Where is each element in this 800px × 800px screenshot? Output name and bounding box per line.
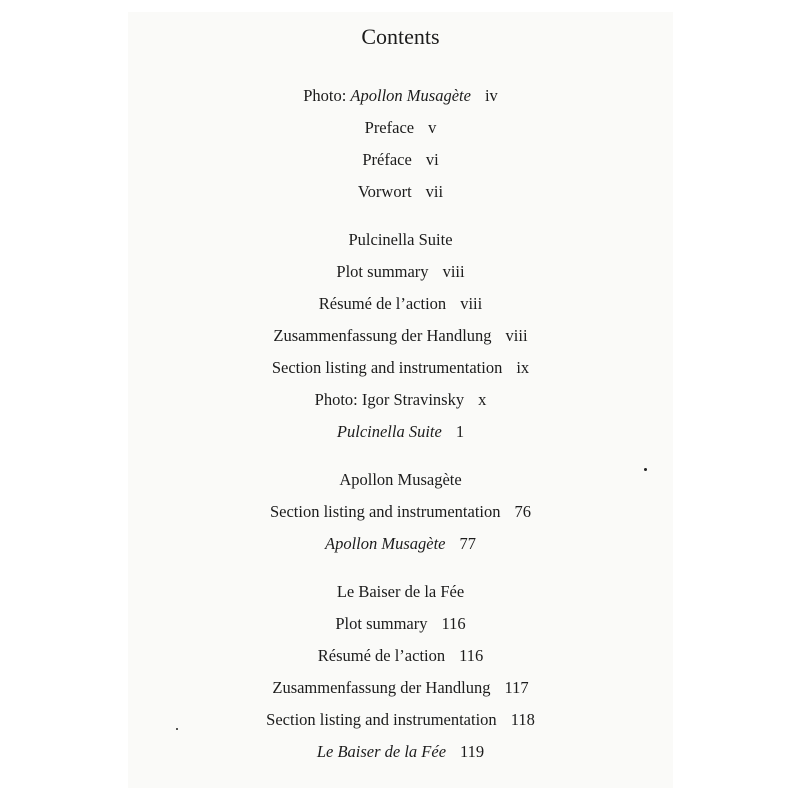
toc-entry-preface-fr	[128, 150, 673, 170]
toc-entry-label: Plot summary	[336, 262, 429, 281]
toc-entry-label: Apollon Musagète	[350, 86, 471, 105]
toc-entry-page: iv	[484, 86, 498, 105]
section-heading-baiser: Le Baiser de la Fée	[336, 582, 465, 601]
toc-entry	[128, 534, 673, 554]
toc-entry-page: 76	[514, 502, 532, 521]
toc-entry	[128, 710, 673, 730]
toc-entry	[128, 646, 673, 666]
toc-entry-page: ix	[516, 358, 530, 377]
scan-speck	[644, 468, 647, 471]
toc-entry	[128, 294, 673, 314]
toc-entry-label: Zusammenfassung der Handlung	[273, 326, 492, 345]
toc-entry	[128, 390, 673, 410]
toc-entry-label: Le Baiser de la Fée	[316, 742, 447, 761]
toc-entry	[128, 614, 673, 634]
toc-entry-page: vii	[425, 182, 444, 201]
toc-entry-photo-apollon	[128, 86, 673, 106]
toc-entry	[128, 262, 673, 282]
toc-entry	[128, 742, 673, 762]
toc-entry-label: Résumé de l’action	[317, 646, 446, 665]
toc-entry-label: Section listing and instrumentation	[266, 710, 497, 729]
toc-entry-page: 1	[455, 422, 465, 441]
toc-entry-label: Préface	[362, 150, 412, 169]
toc-entry-label: Résumé de l’action	[318, 294, 447, 313]
toc-entry-page: v	[428, 118, 437, 137]
toc-entry-page: viii	[460, 294, 483, 313]
toc-entry-page: 116	[459, 646, 484, 665]
toc-entry-page: 116	[441, 614, 466, 633]
toc-entry-preface	[128, 118, 673, 138]
toc-entry-page: viii	[442, 262, 465, 281]
toc-entry-label: Apollon Musagète	[324, 534, 446, 553]
toc-entry-page: 77	[459, 534, 477, 553]
toc-entry	[128, 326, 673, 346]
toc-entry-label: Preface	[364, 118, 415, 137]
toc-entry-label: Photo: Igor Stravinsky	[314, 390, 465, 409]
toc-entry-label: Section listing and instrumentation	[271, 358, 503, 377]
toc-entry	[128, 422, 673, 442]
section-heading-apollon: Apollon Musagète	[339, 470, 462, 489]
toc-entry	[128, 502, 673, 522]
toc-entry-prefix: Photo:	[303, 86, 351, 105]
toc-entry-label: Vorwort	[357, 182, 412, 201]
toc-entry-page: 118	[510, 710, 535, 729]
toc-entry-page: vi	[425, 150, 439, 169]
contents-page	[128, 12, 673, 788]
scan-speck	[176, 728, 178, 730]
toc-entry-label: Zusammenfassung der Handlung	[272, 678, 491, 697]
toc-entry-page: x	[478, 390, 487, 409]
page-title: Contents	[361, 24, 440, 49]
toc-entry-vorwort	[128, 182, 673, 202]
toc-entry	[128, 358, 673, 378]
toc-entry-page: viii	[505, 326, 528, 345]
section-heading-pulcinella: Pulcinella Suite	[348, 230, 453, 249]
toc-entry-label: Section listing and instrumentation	[269, 502, 501, 521]
toc-entry	[128, 678, 673, 698]
toc-entry-page: 119	[460, 742, 485, 761]
toc-entry-page: 117	[504, 678, 529, 697]
toc-entry-label: Pulcinella Suite	[336, 422, 442, 441]
toc-entry-label: Plot summary	[335, 614, 428, 633]
